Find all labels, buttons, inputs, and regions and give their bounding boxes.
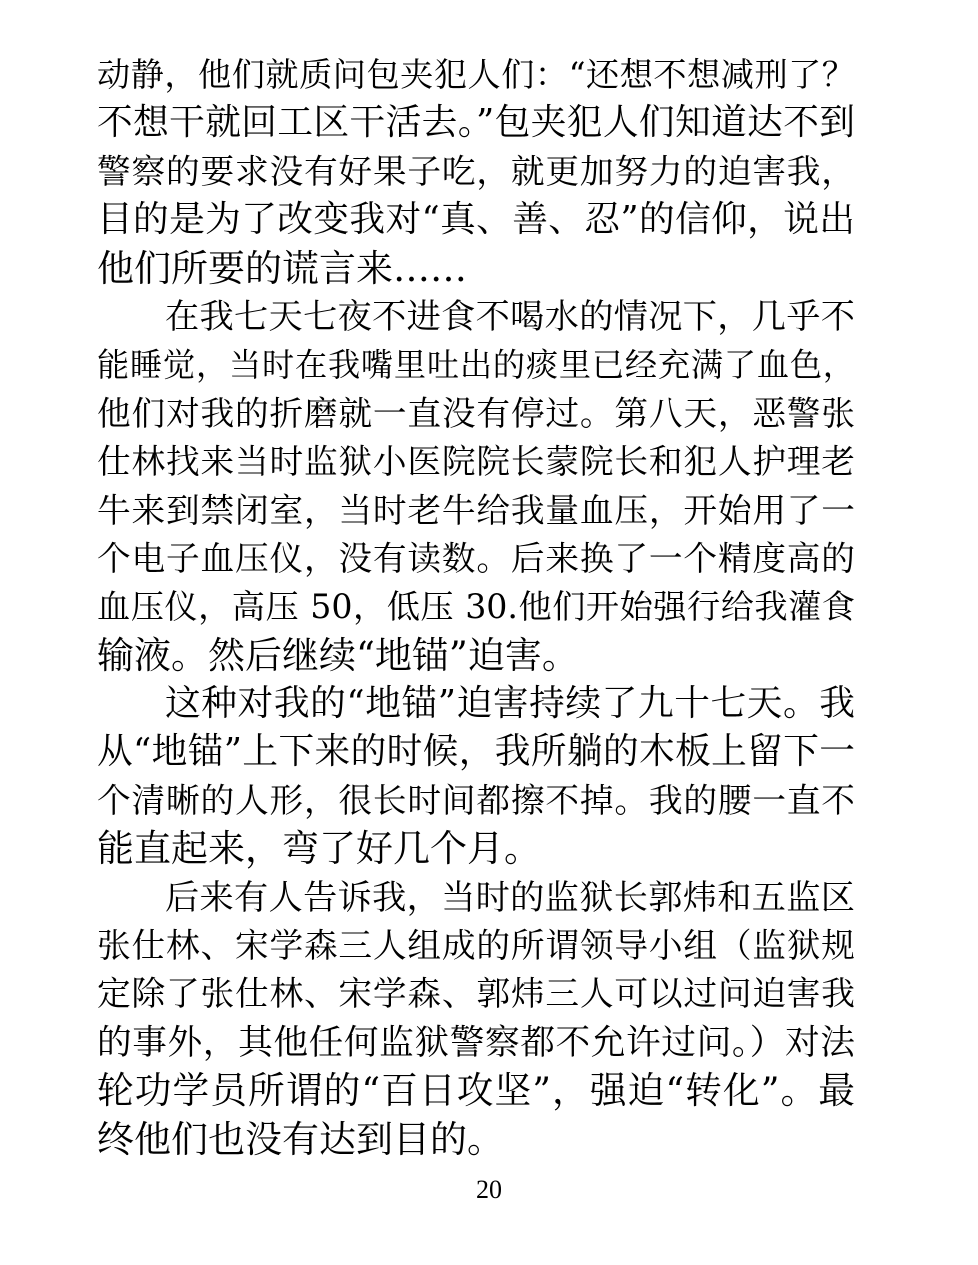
paragraph <box>97 874 855 1164</box>
text-line: 他们对我的折磨就一直没有停过。第八天，恶警张 <box>97 393 855 433</box>
text-line: 牛来到禁闭室，当时老牛给我量血压，开始用了一 <box>97 490 855 530</box>
text-line: 定除了张仕林、宋学森、郭炜三人可以过问迫害我 <box>97 974 855 1014</box>
text-line: 这种对我的“地锚”迫害持续了九十七天。我 <box>165 683 855 725</box>
text-line: 动静，他们就质问包夹犯人们：“还想不想减刑了？ <box>97 55 855 94</box>
text-line: 张仕林、宋学森三人组成的所谓领导小组（监狱规 <box>97 926 855 966</box>
text-line: 的事外，其他任何监狱警察都不允许过问。）对法 <box>97 1022 855 1063</box>
text-line: 输液。然后继续“地锚”迫害。 <box>97 633 579 677</box>
page-number: 20 <box>476 1175 502 1204</box>
paragraph <box>97 680 855 874</box>
text-line: 不想干就回工区干活去。”包夹犯人们知道达不到 <box>97 102 855 144</box>
text-line: 能直起来，弯了好几个月。 <box>97 827 541 871</box>
text-line: 他们所要的谎言来…… <box>97 246 467 290</box>
text-line: 后来有人告诉我，当时的监狱长郭炜和五监区 <box>165 877 855 918</box>
text-line: 在我七天七夜不进食不喝水的情况下，几乎不 <box>165 296 855 337</box>
body-text <box>97 51 855 1164</box>
text-line: 能睡觉，当时在我嘴里吐出的痰里已经充满了血色， <box>97 346 855 385</box>
text-line: 轮功学员所谓的“百日攻坚”，强迫“转化”。最 <box>97 1069 855 1113</box>
text-line: 仕林找来当时监狱小医院院长蒙院长和犯人护理老 <box>97 442 855 482</box>
text-line: 个电子血压仪，没有读数。后来换了一个精度高的 <box>97 538 855 578</box>
text-line: 从“地锚”上下来的时候，我所躺的木板上留下一 <box>97 731 855 773</box>
text-line: 血压仪，高压 50，低压 30.他们开始强行给我灌食 <box>97 587 855 627</box>
text-line: 个清晰的人形，很长时间都擦不掉。我的腰一直不 <box>97 780 855 820</box>
paragraph <box>97 293 855 680</box>
paragraph <box>97 51 855 293</box>
text-line: 警察的要求没有好果子吃，就更加努力的迫害我， <box>97 151 855 191</box>
text-line: 目的是为了改变我对“真、善、忍”的信仰，说出 <box>97 199 855 241</box>
text-line: 终他们也没有达到目的。 <box>97 1117 504 1161</box>
